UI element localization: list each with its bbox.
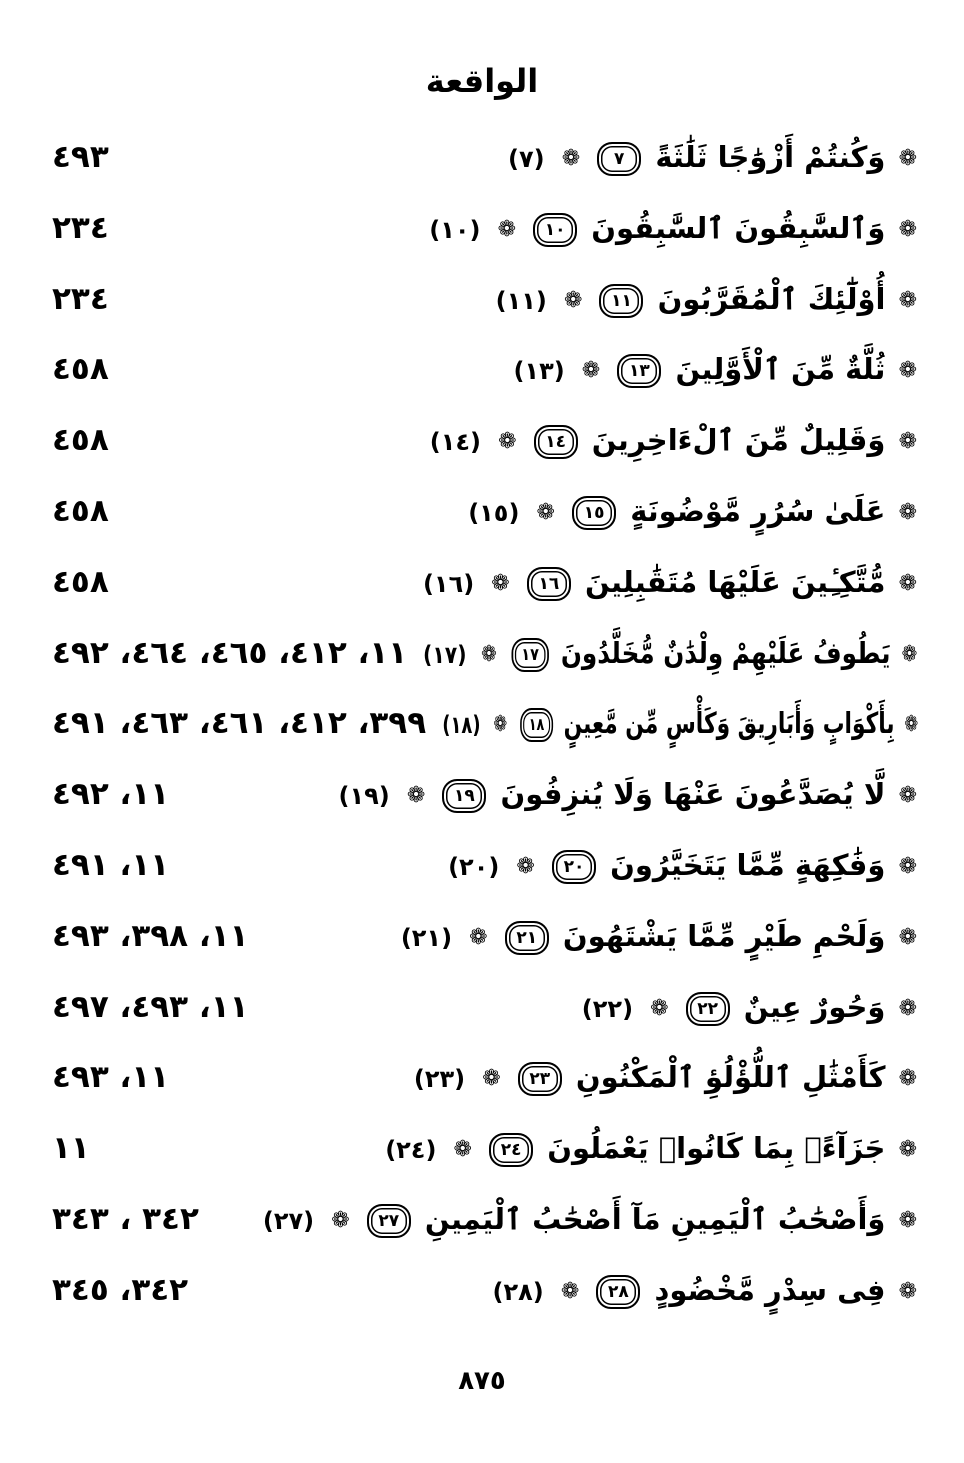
- verse-number: (٢٤): [385, 1136, 437, 1165]
- verse-entry: [0, 193, 964, 264]
- ornament-open-icon: ❁: [898, 1278, 917, 1304]
- verse-number: (١٦): [422, 569, 475, 598]
- page-references: ٤٩٣: [52, 139, 109, 175]
- verse-line: [385, 1123, 920, 1175]
- verse-number: (١٤): [429, 428, 482, 457]
- verse-line: [508, 132, 920, 184]
- ornament-open-icon: ❁: [898, 358, 917, 384]
- page-references: ٣٩٩، ٤١٢، ٤٦١، ٤٦٣، ٤٩١: [52, 705, 427, 742]
- verse-text: كَأَمْثَٰلِ ٱللُّؤْلُؤِ ٱلْمَكْنُونِ: [575, 1060, 886, 1095]
- verse-entry: [0, 1184, 964, 1255]
- ornament-open-icon: ❁: [898, 1066, 917, 1092]
- ornament-open-icon: ❁: [898, 1207, 917, 1233]
- verse-number: (١٨): [441, 711, 481, 740]
- ornament-close-icon: ❁: [561, 146, 581, 171]
- verse-text: وَلَحْمِ طَيْرٍ مِّمَّا يَشْتَهُونَ: [562, 918, 886, 953]
- verse-entry: [0, 688, 964, 759]
- verse-number: (٧): [507, 145, 545, 173]
- verse-line: [401, 911, 920, 963]
- verse-number-medallion: ٢٢: [686, 992, 730, 1026]
- verse-number-medallion: ٧: [597, 142, 641, 176]
- verse-text: وَفَٰكِهَةٍ مِّمَّا يَتَخَيَّرُونَ: [610, 847, 886, 882]
- verse-text: بِأَكْوَابٍ وَأَبَارِيقَ وَكَأْسٍ مِّن مَّعِينٍ: [563, 706, 895, 741]
- verse-entry: [0, 1042, 964, 1113]
- verse-line: [430, 415, 920, 467]
- verse-text: ثُلَّةٌ مِّنَ ٱلْأَوَّلِينَ: [675, 352, 886, 387]
- verse-number-medallion: ٢٣: [518, 1062, 562, 1096]
- page-references: ٢٣٤: [52, 280, 109, 317]
- ornament-open-icon: ❁: [898, 499, 917, 525]
- verse-number: (٢٧): [262, 1206, 315, 1235]
- verse-number-medallion: ١٧: [512, 638, 549, 672]
- page-references: ٤٥٨: [52, 492, 109, 529]
- verse-number-medallion: ٢٠: [552, 850, 596, 884]
- verse-entry: [0, 759, 964, 830]
- verse-number: (١٩): [338, 782, 390, 811]
- ornament-close-icon: ❁: [650, 995, 669, 1021]
- verse-entry: [0, 547, 964, 618]
- verse-line: [513, 344, 920, 396]
- page-references: ١١، ٤١٢، ٤٦٥، ٤٦٤، ٤٩٢: [52, 634, 408, 671]
- page-title: الواقعة: [425, 62, 539, 100]
- verse-number-medallion: ١١: [599, 284, 643, 318]
- page-references: ١١: [52, 1130, 90, 1167]
- verse-line: [582, 982, 920, 1034]
- verse-text: وَحُورٌ عِينٌ: [743, 989, 886, 1024]
- verse-line: [263, 1194, 920, 1246]
- verse-text: جَزَآءًۢ بِمَا كَانُوا۟ يَعْمَلُونَ: [547, 1131, 886, 1166]
- ornament-open-icon: ❁: [898, 1137, 917, 1163]
- verse-number-medallion: ١٩: [442, 779, 486, 813]
- verse-number-medallion: ٢٤: [489, 1133, 533, 1167]
- page-references: ١١، ٤٩٣، ٤٩٧: [52, 988, 249, 1025]
- verse-number-medallion: ١٣: [617, 354, 661, 388]
- verse-text: وَٱلسَّٰبِقُونَ ٱلسَّٰبِقُونَ: [591, 210, 886, 245]
- verse-text: وَكُنتُمْ أَزْوَٰجًا ثَلَٰثَةً: [655, 140, 886, 174]
- verse-entry: [0, 405, 964, 476]
- page-references: ٤٥٨: [52, 563, 109, 600]
- verse-number-medallion: ١٨: [520, 708, 553, 742]
- ornament-close-icon: ❁: [482, 1066, 501, 1092]
- ornament-close-icon: ❁: [563, 287, 583, 313]
- verse-entry: [0, 830, 964, 901]
- ornament-close-icon: ❁: [516, 853, 535, 879]
- verse-number: (١٥): [468, 498, 520, 527]
- page-references: ٣٤٢، ٣٤٥: [52, 1271, 189, 1308]
- verse-entry: [0, 618, 964, 689]
- verse-line: [423, 628, 920, 680]
- verse-entry: [0, 264, 964, 335]
- verse-entry: [0, 901, 964, 972]
- verse-number-medallion: ١٦: [527, 567, 571, 601]
- verse-text: فِى سِدْرٍ مَّخْضُودٍ: [654, 1272, 886, 1307]
- ornament-close-icon: ❁: [491, 570, 510, 596]
- verse-line: [492, 1265, 920, 1317]
- verse-number-medallion: ١٠: [533, 213, 577, 247]
- ornament-close-icon: ❁: [560, 1278, 580, 1304]
- page-references: ١١، ٤٩٣: [52, 1059, 170, 1096]
- verse-entry: [0, 1113, 964, 1184]
- verse-line: [448, 840, 920, 892]
- ornament-open-icon: ❁: [903, 712, 918, 738]
- verse-entry: [0, 972, 964, 1043]
- verse-number: (١٣): [513, 357, 565, 386]
- verse-text: مُّتَّكِـِٔينَ عَلَيْهَا مُتَقَٰبِلِينَ: [584, 564, 886, 599]
- verse-number-medallion: ١٥: [572, 496, 616, 530]
- verse-text: أُوْلَٰٓئِكَ ٱلْمُقَرَّبُونَ: [657, 281, 886, 316]
- ornament-close-icon: ❁: [469, 924, 488, 950]
- page-references: ١١، ٤٩١: [52, 846, 170, 883]
- ornament-close-icon: ❁: [581, 358, 601, 384]
- verse-number: (٢٢): [581, 994, 634, 1023]
- ornament-open-icon: ❁: [898, 924, 917, 950]
- verse-entry: [0, 122, 964, 193]
- verse-text: لَّا يُصَدَّعُونَ عَنْهَا وَلَا يُنزِفُونَ: [500, 777, 886, 812]
- verse-number-medallion: ٢١: [505, 921, 549, 955]
- verse-number-medallion: ١٤: [534, 425, 578, 459]
- ornament-open-icon: ❁: [898, 216, 917, 242]
- ornament-close-icon: ❁: [481, 641, 497, 667]
- verse-line: [339, 769, 920, 821]
- ornament-open-icon: ❁: [898, 287, 917, 313]
- ornament-open-icon: ❁: [898, 429, 917, 455]
- verse-entry: [0, 334, 964, 405]
- ornament-close-icon: ❁: [536, 499, 555, 525]
- verse-number: (٢٨): [492, 1277, 544, 1306]
- ornament-close-icon: ❁: [406, 783, 426, 809]
- verse-number: (٢٠): [448, 852, 500, 881]
- ornament-open-icon: ❁: [901, 641, 918, 667]
- page-references: ٤٥٨: [52, 422, 109, 459]
- ornament-open-icon: ❁: [898, 853, 917, 879]
- page-references: ١١، ٣٩٨، ٤٩٣: [52, 917, 249, 954]
- verse-line: [442, 698, 920, 750]
- page-number: ٨٧٥: [458, 1366, 506, 1396]
- verse-number: (٢١): [400, 923, 453, 952]
- verse-number-medallion: ٢٨: [596, 1275, 640, 1309]
- ornament-open-icon: ❁: [898, 783, 917, 809]
- verse-number: (١٧): [423, 640, 467, 669]
- verse-line: [496, 274, 920, 326]
- page-references: ٣٤٢ ، ٣٤٣: [52, 1200, 199, 1237]
- ornament-open-icon: ❁: [898, 995, 917, 1021]
- verse-entry: [0, 1255, 964, 1326]
- verse-line: [468, 486, 920, 538]
- ornament-open-icon: ❁: [898, 146, 917, 171]
- verse-text: عَلَىٰ سُرُرٍ مَّوْضُونَةٍ: [630, 493, 886, 528]
- verse-text: يَطُوفُ عَلَيْهِمْ وِلْدَٰنٌ مُّخَلَّدُونَ: [560, 635, 891, 670]
- ornament-close-icon: ❁: [498, 429, 517, 455]
- verse-line: [414, 1052, 920, 1104]
- verse-entry: [0, 476, 964, 547]
- ornament-close-icon: ❁: [493, 712, 507, 738]
- verse-number: (٢٣): [413, 1065, 466, 1094]
- ornament-open-icon: ❁: [898, 570, 917, 596]
- verse-index-list: [0, 122, 964, 1326]
- ornament-close-icon: ❁: [453, 1137, 472, 1163]
- verse-number-medallion: ٢٧: [367, 1204, 411, 1238]
- page-references: ٢٣٤: [52, 209, 109, 246]
- verse-text: وَقَلِيلٌ مِّنَ ٱلْءَاخِرِينَ: [591, 423, 886, 458]
- page-references: ١١، ٤٩٢: [52, 776, 170, 813]
- verse-line: [423, 557, 920, 609]
- ornament-close-icon: ❁: [331, 1207, 350, 1233]
- verse-line: [429, 203, 920, 255]
- verse-number: (١٠): [429, 215, 481, 244]
- ornament-close-icon: ❁: [497, 216, 517, 242]
- verse-text: وَأَصْحَٰبُ ٱلْيَمِينِ مَآ أَصْحَٰبُ ٱلْيَمِينِ: [424, 1201, 886, 1236]
- verse-number: (١١): [495, 286, 547, 315]
- page-references: ٤٥٨: [52, 351, 109, 388]
